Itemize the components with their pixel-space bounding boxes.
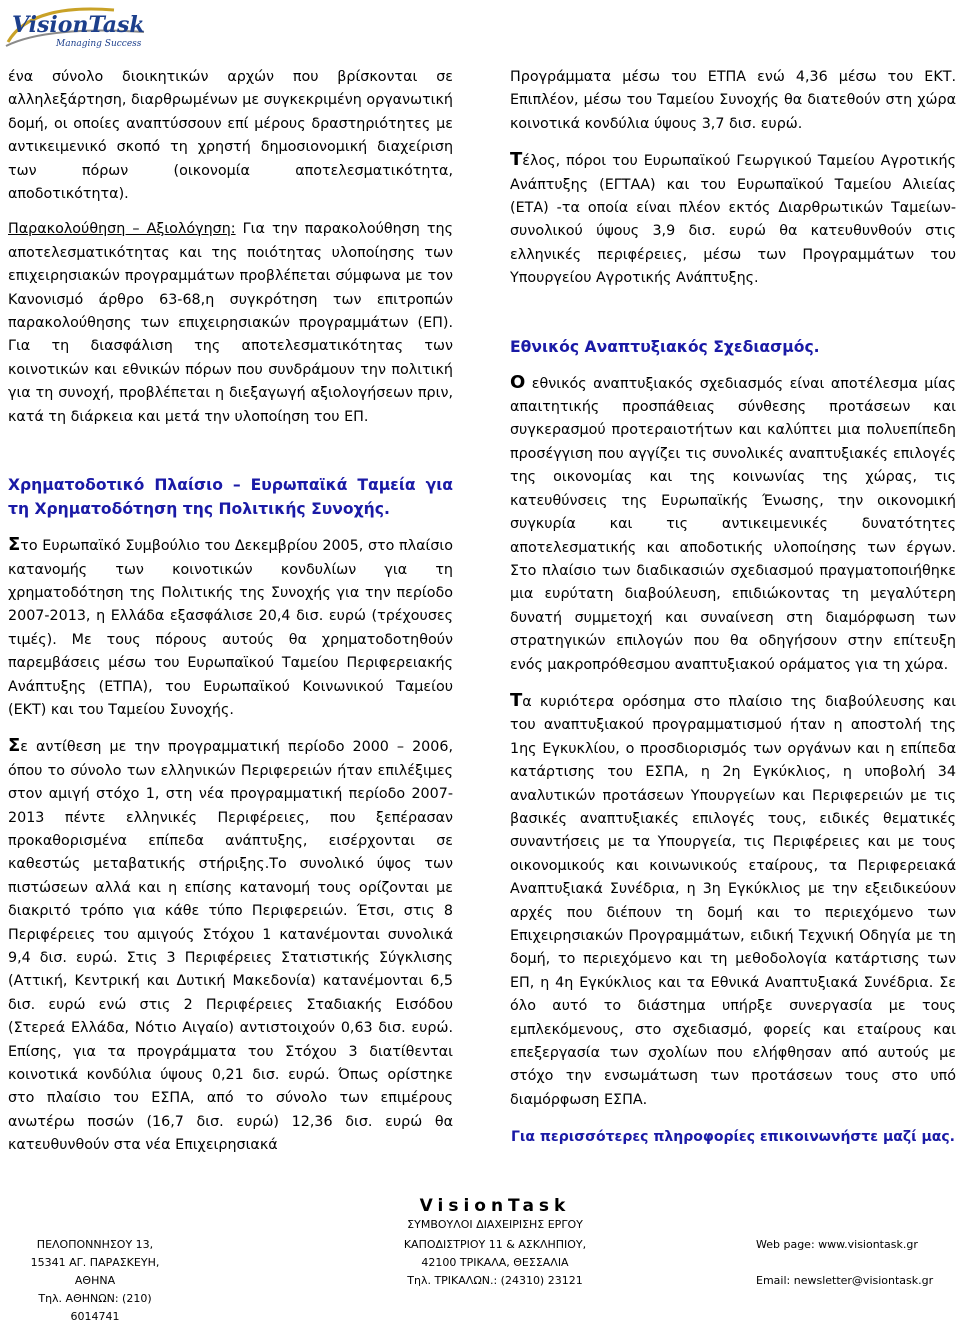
period-body: ε αντίθεση με την προγραμματική περίοδο 2000 – 2006, όπου το σύνολο των ελληνικών Περιφερειών ήταν επιλέξιμες στον αμιγή στόχο 1, στη νέα προγραμματική περίοδο 2007-2013 πέντε ελληνικές Περιφέρειες, που ξεπέρασαν προκαθορισμένα επίπεδα ανάπτυξης, εισέρχονται σε καθεστώς μεταβατικής στήριξης.Το συνολικό ύψος των πιστώσεων αλλά και η επίσης κατανομή τους ορίζονται με διακριτό τρόπο για κάθε τύπο Περιφερειών. Έτσι, στις 8 Περιφέρειες του αμιγούς Στόχου 1 κατανέμονται συνολικά 9,4 δισ. ευρώ. Στις 3 Περιφέρειες Στατιστικής Σύγκλισης (Αττική, Κεντρική και Δυτική Μακεδονία) κατανέμονται 6,5 δισ. ευρώ ενώ στις 2 Περιφέρειες Σταδιακής Εισόδου (Στερεά Ελλάδα, Νότιο Αιγαίο) αντιστοιχούν 0,63 δισ. ευρώ. Επίσης, για τα προγράμματα του Στόχου 3 διατίθενται κοινοτικά κονδύλια ύψους 0,21 δισ. ευρώ. Όπως ορίστηκε στο πλαίσιο του ΕΣΠΑ, από το σύνολο των επιμέρους ανωτέρω ποσών (16,7 δισ. ευρώ) 12,36 δισ. ευρώ θα κατευθυνθούν στα νέα Επιχειρησιακά (8, 739, 453, 1154)
footer-web-contact (756, 1236, 946, 1290)
monitoring-body: Για την παρακολούθηση της αποτελεσματικότητας και της ποιότητας υλοποίησης των επιχειρησιακών προγραμμάτων προβλέπεται σύμφωνα με τον Κανονισμό άρθρο 63-68,η συγκρότηση των επιτροπών παρακολούθησης των επιχειρησιακών προγραμμάτων (ΕΠ). Για τη διασφάλιση της αποτελεσματικότητας των κοινοτικών και εθνικών πόρων που συνδράμουν την πολιτική για τη συνοχή, προβλέπεται η διεξαγωγή αξιολογήσεων πριν, κατά τη διάρκεια και μετά την υλοποίηση του ΕΠ. (8, 221, 453, 425)
footer-line: Τηλ. ΤΡΙΚΑΛΩΝ.: (24310) 23121 (407, 1274, 583, 1287)
svg-text:Managing Success: Managing Success (56, 39, 142, 49)
contact-line: Για περισσότερες πληροφορίες επικοινωνήστε μαζί μας. (510, 1129, 955, 1146)
right-column (510, 66, 956, 1150)
footer-line: ΚΑΠΟΔΙΣΤΡΙΟΥ 11 & ΑΣΚΛΗΠΙΟΥ, (403, 1238, 587, 1251)
funding-heading: Χρηματοδοτικό Πλαίσιο – Ευρωπαϊκά Ταμεία για τη Χρηματοδότηση της Πολιτικής Συνοχής. (8, 476, 453, 519)
right-paragraph-eafrd (510, 148, 956, 290)
footer-brand-name: VisionTask (419, 1196, 571, 1216)
footer-brand (390, 1196, 600, 1234)
council-body: το Ευρωπαϊκό Συμβούλιο του Δεκεμβρίου 2005, στο πλαίσιο κατανομής των κοινοτικών κονδυλίων για τη χρηματοδότηση της Πολιτικής της Συνοχής για την περίοδο 2007-2013, η Ελλάδα εξασφάλισε 20,4 δισ. ευρώ (τρέχουσες τιμές). Με τους πόρους αυτούς θα χρηματοδοτηθούν παρεμβάσεις μέσω του Ευρωπαϊκού Ταμείου Περιφερειακής Ανάπτυξης (ΕΤΠΑ), του Ευρωπαϊκού Κοινωνικού Ταμείου (ΕΚΤ) και του Ταμείου Συνοχής. (8, 538, 453, 718)
footer-athens-address (20, 1236, 170, 1326)
footer-line: Τηλ. ΑΘΗΝΩΝ: (210) 6014741 (38, 1292, 152, 1323)
right-paragraph-planning (510, 371, 956, 677)
drop-initial: Σ (8, 534, 21, 556)
footer-line: ΠΕΛΟΠΟΝΝΗΣΟΥ 13, (36, 1238, 154, 1251)
eafrd-body: έλος, πόροι του Ευρωπαϊκού Γεωργικού Ταμείου Αγροτικής Ανάπτυξης (ΕΓΤΑΑ) και του Ευρωπαϊκού Ταμείου Αλιείας (ΕΤΑ) -τα οποία είναι πλέον εκτός Διαρθρωτικών Ταμείων- συνολικού ύψους 3,9 δισ. ευρώ θα κατευθυνθούν στις ελληνικές περιφέρειες, μέσω των Προγραμμάτων του Υπουργείου Αγροτικής Ανάπτυξης. (510, 153, 956, 287)
footer (0, 1194, 960, 1323)
right-paragraph-1: Προγράμματα μέσω του ΕΤΠΑ ενώ 4,36 μέσω του ΕΚΤ. Επιπλέον, μέσω του Ταμείου Συνοχής θα διατεθούν στη χώρα κοινοτικά κονδύλια ύψους 3,7 δισ. ευρώ. (510, 69, 956, 132)
footer-line: 15341 ΑΓ. ΠΑΡΑΣΚΕΥΗ, ΑΘΗΝΑ (30, 1256, 160, 1287)
web-link[interactable]: Web page: www.visiontask.gr (756, 1238, 918, 1251)
drop-initial: Σ (8, 735, 21, 757)
logo-graphic (4, 2, 154, 52)
monitoring-title: Παρακολούθηση – Αξιολόγηση: (8, 221, 236, 238)
visiontask-logo (4, 2, 154, 52)
left-paragraph-1: ένα σύνολο διοικητικών αρχών που βρίσκονται σε αλληλεξάρτηση, διαρθρωμένων με συγκεκριμένη οργανωτική δομή, οι οποίες αναπτύσσουν επί μέρους δραστηριότητες με αντικειμενικό σκοπό τη χρηστή δημοσιονομική διαχείριση των πόρων (οικονομία αποτελεσματικότητα, αποδοτικότητα). (8, 69, 453, 203)
left-paragraph-council (8, 533, 453, 722)
planning-body: εθνικός αναπτυξιακός σχεδιασμός είναι αποτέλεσμα μίας απαιτητικής προσπάθειας σύνθεσης προτάσεων και συγκερασμού προτεραιοτήτων και καλύπτει μια πολυεπίπεδη προσέγγιση που αγγίζει τις συνολικές αναπτυξιακές επιλογές της οικονομίας και της κοινωνίας της χώρας, τις κατευθύνσεις της Ευρωπαϊκής Ένωσης, την οικονομική συγκυρία και τις αντικειμενικές δυνατότητες αποτελεσματικής και αποδοτικής υλοποίησης των έργων. Στο πλαίσιο των διαδικασιών σχεδιασμού πραγματοποιήθηκε μια ευρύτατη διαβούλευση, επιδιώκοντας τη μεγαλύτερη δυνατή συμμετοχή και συναίνεση στη διαμόρφωση των στρατηγικών επιλογών που θα οδηγήσουν στην επίτευξη ενός μακροπρόθεσμου αναπτυξιακού οράματος για τη χώρα. (510, 375, 956, 673)
drop-initial: Τ (510, 149, 523, 171)
right-paragraph-milestones (510, 689, 956, 1112)
footer-trikala-address (395, 1236, 595, 1290)
drop-initial: Τ (510, 689, 523, 711)
left-paragraph-period (8, 734, 453, 1157)
national-planning-heading: Εθνικός Αναπτυξιακός Σχεδιασμός. (510, 337, 820, 356)
left-paragraph-monitoring (8, 218, 453, 429)
svg-text:VisionTask: VisionTask (12, 12, 145, 38)
drop-initial: Ο (510, 371, 526, 393)
email-link[interactable]: Email: newsletter@visiontask.gr (756, 1274, 934, 1287)
milestones-body: α κυριότερα ορόσημα στο πλαίσιο της διαβούλευσης και του αναπτυξιακού προγραμματισμού ήταν η αποστολή της 1ης Εγκυκλίου, ο προσδιορισμός των οργάνων και η επίπεδα κατάρτισης του ΕΣΠΑ, η 2η Εγκύκλιος, η υποβολή 34 αναλυτικών προτάσεων Υπουργείων και Περιφερειών με τις βασικές αναπτυξιακές επιλογές τους, ειδικές θεματικές συναντήσεις με τα Υπουργεία, τις Περιφέρειες και με τους οικονομικούς και κοινωνικούς εταίρους, τα Περιφερειακά Αναπτυξιακά Συνέδρια, η 3η Εγκύκλιος με την εξειδικεύουν αρχές που διέπουν τη δομή και το περιεχόμενο των Επιχειρησιακών Προγραμμάτων, ειδική Τεχνική Οδηγία με τη δομή, το περιεχόμενο και τη μεθοδολογία κατάρτισης των ΕΠ, η 4η Εγκύκλιος και τα Εθνικά Αναπτυξιακά Συνέδρια. Σε όλο αυτό το διάστημα υπήρξε συνεργασία με τους εμπλεκόμενους, στο σχεδιασμό, φορείς και εταίρους και επεξεργασία των σχολίων που ελήφθησαν από αυτούς με στόχο την ενσωμάτωση των προτάσεων τους στο υπό διαμόρφωση ΕΣΠΑ. (510, 693, 956, 1108)
footer-brand-subtitle: ΣΥΜΒΟΥΛΟΙ ΔΙΑΧΕΙΡΙΣΗΣ ΕΡΓΟΥ (407, 1218, 583, 1231)
left-column (8, 66, 453, 1158)
footer-line: 42100 ΤΡΙΚΑΛΑ, ΘΕΣΣΑΛΙΑ (421, 1256, 569, 1269)
